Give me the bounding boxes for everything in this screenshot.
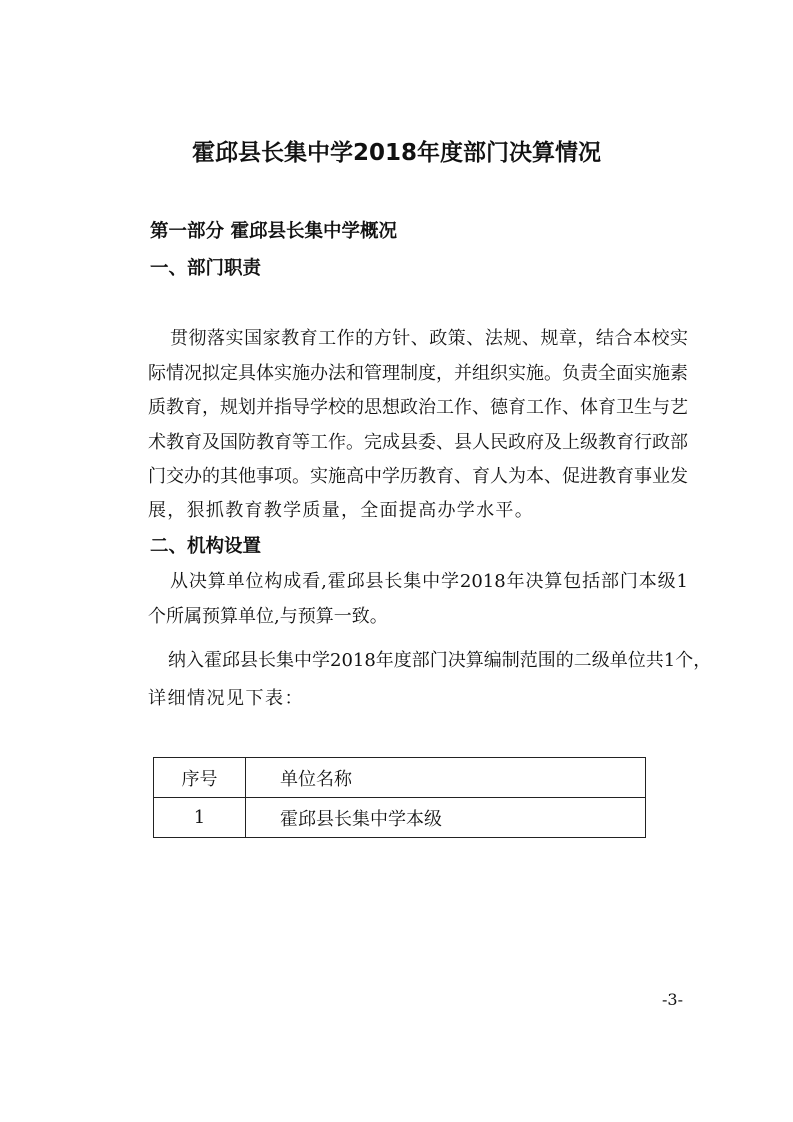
section-heading-duties: 一、部门职责 <box>150 258 262 279</box>
units-table <box>153 757 646 838</box>
section-heading-structure: 二、机构设置 <box>150 536 262 557</box>
header-index: 序号 <box>154 758 246 798</box>
paragraph-line: 纳入霍邱县长集中学2018年度部门决算编制范围的二级单位共1个， <box>168 650 712 671</box>
cell-index: 1 <box>154 798 246 838</box>
paragraph-line: 术教育及国防教育等工作。完成县委、县人民政府及上级教育行政部 <box>148 432 688 453</box>
paragraph-line: 个所属预算单位,与预算一致。 <box>148 606 388 627</box>
page-title: 霍邱县长集中学2018年度部门决算情况 <box>191 140 601 166</box>
paragraph-line: 详细情况见下表： <box>148 688 304 709</box>
paragraph-line: 贯彻落实国家教育工作的方针、政策、法规、规章，结合本校实 <box>170 328 688 349</box>
paragraph-line: 际情况拟定具体实施办法和管理制度，并组织实施。负责全面实施素 <box>148 363 688 384</box>
page-number: -3- <box>662 990 683 1009</box>
paragraph-line: 质教育，规划并指导学校的思想政治工作、德育工作、体育卫生与艺 <box>148 397 688 418</box>
part-heading: 第一部分 霍邱县长集中学概况 <box>150 221 397 242</box>
paragraph-line: 从决算单位构成看,霍邱县长集中学2018年决算包括部门本级1 <box>170 571 688 592</box>
table-row <box>154 798 646 838</box>
paragraph-line: 展，狠抓教育教学质量，全面提高办学水平。 <box>148 500 534 521</box>
cell-unit-name: 霍邱县长集中学本级 <box>246 798 646 838</box>
table-header-row <box>154 758 646 798</box>
header-unit-name: 单位名称 <box>246 758 646 798</box>
paragraph-line: 门交办的其他事项。实施高中学历教育、育人为本、促进教育事业发 <box>148 466 688 487</box>
